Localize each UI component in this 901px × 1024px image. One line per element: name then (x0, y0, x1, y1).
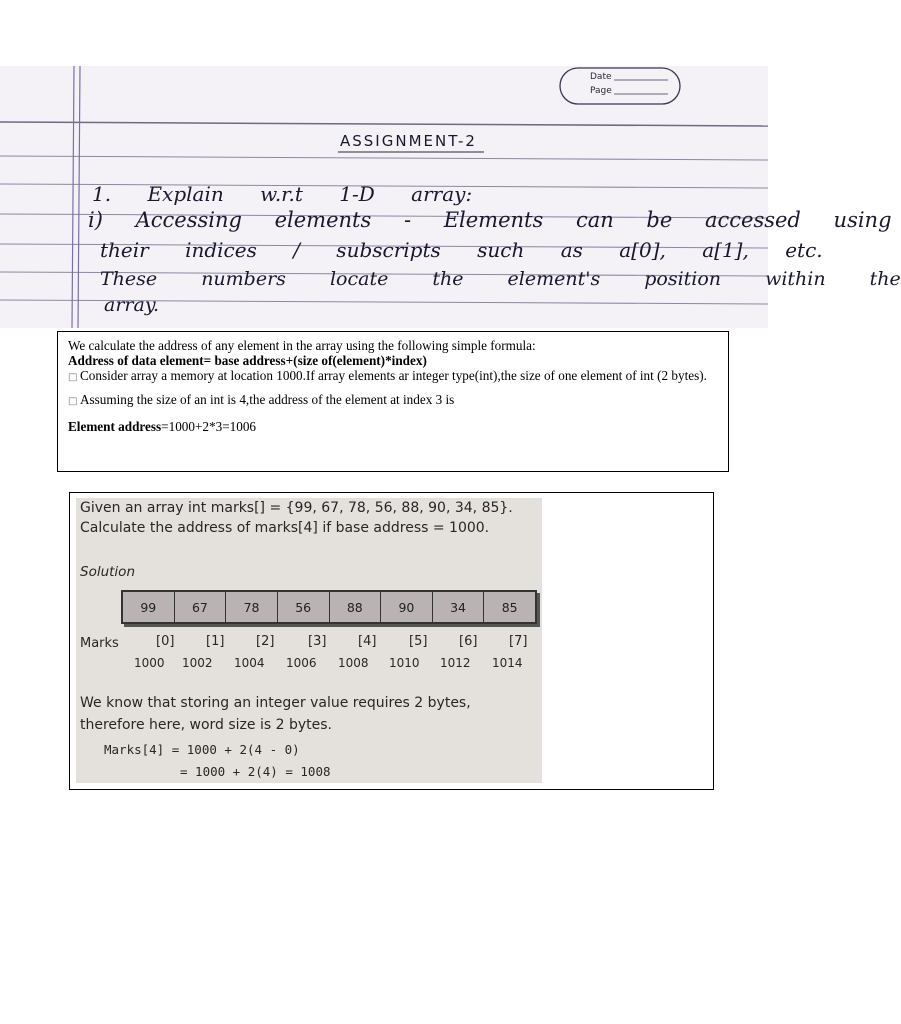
calculation-line: = 1000 + 2(4) = 1008 (180, 764, 331, 779)
array-cell: 67 (175, 592, 227, 622)
array-index: [4] (358, 634, 377, 649)
marks-label: Marks (80, 636, 119, 651)
scanned-example (76, 498, 542, 783)
handwritten-line: array. (104, 294, 160, 316)
array-index: [5] (409, 634, 428, 649)
array-cell: 99 (123, 592, 175, 622)
array-index: [1] (206, 634, 225, 649)
example-question-line: Calculate the address of marks[4] if base address = 1000. (80, 520, 490, 536)
handwritten-line: i) Accessing elements - Elements can be accessed using (88, 208, 892, 232)
array-index: [0] (156, 634, 175, 649)
array-index: [2] (256, 634, 275, 649)
explanation-line: therefore here, word size is 2 bytes. (80, 717, 332, 733)
formula-textbox (57, 331, 729, 472)
result-label: Element address (68, 419, 162, 434)
array-address: 1010 (389, 656, 420, 670)
solution-label: Solution (80, 564, 135, 580)
formula-text: Address of data element= base address+(size of(element)*index) (68, 353, 427, 368)
handwritten-line: These numbers locate the element's position within the (100, 268, 901, 290)
intro-text: We calculate the address of any element in the array using the following simple formula: (68, 338, 536, 353)
example-question-line: Given an array int marks[] = {99, 67, 78, 56, 88, 90, 34, 85}. (80, 500, 513, 516)
array-address: 1006 (286, 656, 317, 670)
explanation-line: We know that storing an integer value requires 2 bytes, (80, 695, 471, 711)
array-cell: 56 (278, 592, 330, 622)
array-address: 1014 (492, 656, 523, 670)
assignment-title: ASSIGNMENT-2 (340, 132, 477, 150)
array-cell: 85 (501, 599, 518, 615)
example-figure-frame (69, 492, 714, 790)
handwritten-line: 1. Explain w.r.t 1-D array: (92, 182, 473, 206)
page-label: Page (590, 86, 612, 96)
array-address: 1002 (182, 656, 213, 670)
array-address: 1000 (134, 656, 165, 670)
result-text (68, 419, 718, 434)
array-cell: 78 (226, 592, 278, 622)
array-address: 1012 (440, 656, 471, 670)
array-diagram (121, 590, 537, 624)
array-address: 1008 (338, 656, 369, 670)
bullet-icon: □ (68, 396, 78, 407)
result-value: =1000+2*3=1006 (161, 419, 257, 434)
bullet-icon: □ (68, 372, 78, 383)
array-address: 1004 (234, 656, 265, 670)
date-label: Date (590, 72, 612, 82)
bullet-item: □ Assuming the size of an int is 4,the address of the element at index 3 is (68, 392, 455, 407)
array-cell: 88 (330, 592, 382, 622)
array-cell: 90 (381, 592, 433, 622)
array-index: [3] (308, 634, 327, 649)
handwritten-line: their indices / subscripts such as a[0], a[1], etc. (100, 238, 823, 262)
notebook-photo (0, 66, 901, 328)
array-cell: 34 (433, 592, 485, 622)
array-index: [6] (459, 634, 478, 649)
calculation-line: Marks[4] = 1000 + 2(4 - 0) (104, 742, 300, 757)
array-index: [7] (509, 634, 528, 649)
bullet-item: □ Consider array a memory at location 1000.If array elements ar integer type(int),the size of one element of int (2 bytes). (68, 368, 707, 383)
